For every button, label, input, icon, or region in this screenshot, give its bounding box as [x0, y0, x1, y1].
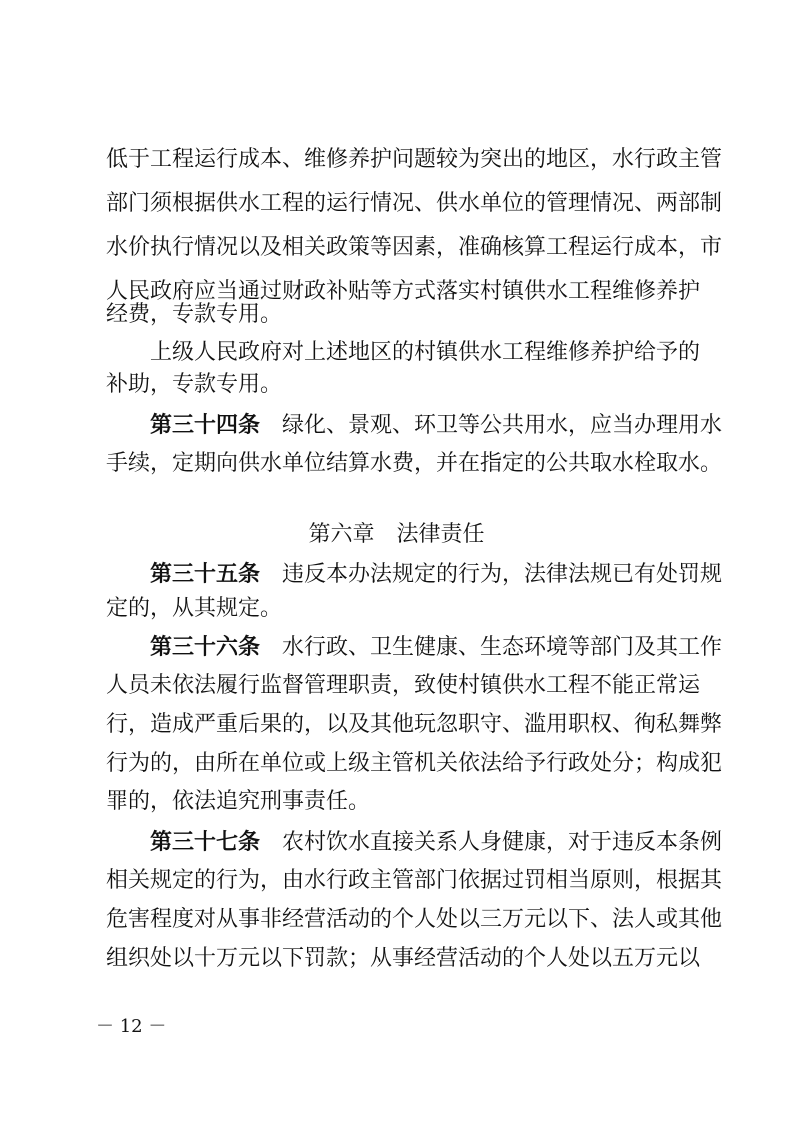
article-35-text: 违反本办法规定的行为，法律法规已有处罚规 — [282, 562, 723, 587]
chapter-number: 第六章 — [308, 522, 375, 547]
article-35-label: 第三十五条 — [150, 561, 261, 587]
article-34-first-line — [150, 405, 723, 445]
article-37-label: 第三十七条 — [150, 829, 261, 855]
article-36-text: 水行政、卫生健康、生态环境等部门及其工作 — [282, 635, 723, 660]
body-text-line: 部门须根据供水工程的运行情况、供水单位的管理情况、两部制 — [106, 191, 723, 216]
article-35-first-line — [150, 554, 723, 594]
body-text-line-end: 罪的，依法追究刑事责任。 — [106, 789, 371, 814]
body-text-line: 人民政府应当通过财政补贴等方式落实村镇供水工程维修养护 — [106, 279, 701, 304]
body-text-line: 上级人民政府对上述地区的村镇供水工程维修养护给予的 — [150, 340, 701, 365]
chapter-title: 法律责任 — [396, 522, 485, 547]
body-text-line-end: 定的，从其规定。 — [106, 596, 283, 621]
body-text-line: 相关规定的行为，由水行政主管部门依据过罚相当原则，根据其 — [106, 868, 723, 893]
body-text-line: 组织处以十万元以下罚款；从事经营活动的个人处以五万元以 — [106, 946, 701, 971]
article-36-label: 第三十六条 — [150, 634, 261, 660]
chapter-heading — [0, 515, 793, 555]
article-37-first-line — [150, 822, 723, 862]
body-text-line: 危害程度对从事非经营活动的个人处以三万元以下、法人或其他 — [106, 907, 723, 932]
body-text-line: 水价执行情况以及相关政策等因素，准确核算工程运行成本，市 — [106, 235, 723, 260]
article-36-first-line — [150, 627, 723, 667]
article-37-text: 农村饮水直接关系人身健康，对于违反本条例 — [282, 830, 723, 855]
body-text-line-end: 补助，专款专用。 — [106, 372, 283, 397]
body-text-line: 低于工程运行成本、维修养护问题较为突出的地区，水行政主管 — [106, 147, 723, 172]
article-34-text: 绿化、景观、环卫等公共用水，应当办理用水 — [282, 413, 723, 438]
body-text-line-end: 手续，定期向供水单位结算水费，并在指定的公共取水栓取水。 — [106, 451, 723, 476]
body-text-line: 行，造成严重后果的，以及其他玩忽职守、滥用职权、徇私舞弊 — [106, 712, 723, 737]
body-text-line: 人员未依法履行监督管理职责，致使村镇供水工程不能正常运 — [106, 673, 701, 698]
body-text-line: 行为的，由所在单位或上级主管机关依法给予行政处分；构成犯 — [106, 751, 723, 776]
article-34-label: 第三十四条 — [150, 412, 261, 438]
page-number: － 12 － — [96, 1016, 167, 1037]
body-text-line-end: 经费，专款专用。 — [106, 302, 283, 327]
